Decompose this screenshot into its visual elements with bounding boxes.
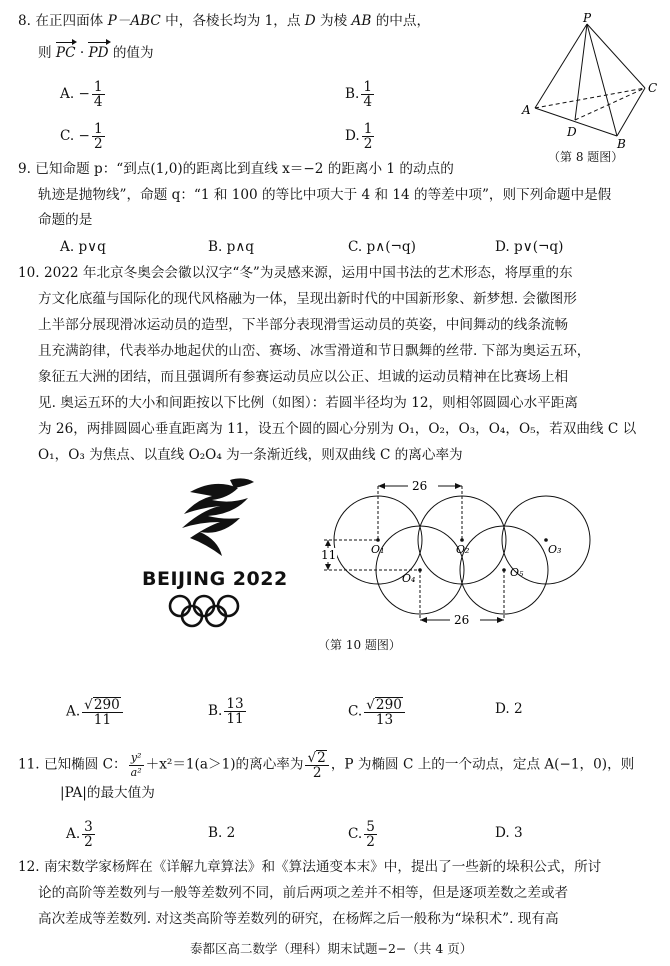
q8-option-d: D. $\frac{1}{2}$ <box>345 121 373 152</box>
q9-line2: 轨迹是抛物线”，命题 q：“1 和 100 的等比中项大于 4 和 14 的等差中项”，则下列命题中是假 <box>38 187 612 203</box>
q10-line6: 见. 奥运五环的大小和间距按以下比例（如图）：若圆半径均为 12，则相邻圆圆心水平距离 <box>38 395 579 411</box>
q10-line5: 象征五大洲的团结，而且强调所有参赛运动员应以公正、坦诚的运动员精神在比赛场上相 <box>38 369 569 385</box>
q10-line2: 方文化底蕴与国际化的现代风格融为一体，呈现出新时代的中国新形象、新梦想. 会徽图形 <box>38 291 577 307</box>
label-b: B <box>617 137 626 151</box>
tetrahedron-figure <box>515 8 665 158</box>
q12-line1: 12. 南宋数学家杨辉在《详解九章算法》和《算法通变本末》中，提出了一些新的垛积公式，所讨 <box>18 859 602 875</box>
q8-option-a: A. − $\frac{1}{4}$ <box>60 79 103 110</box>
q8-option-c: C. − $\frac{1}{2}$ <box>60 121 103 152</box>
q9-option-d: D. p∨(¬q) <box>495 239 564 255</box>
q11-line1: 11. 已知椭圆 C： $\frac{\text{y²}}{\text{a²}}$ ＋x²＝1(a＞1)的离心率为 $\frac{√2}{2}$ ，P 为椭圆 C 上的一个动点，定点 A(−1，0)，则 <box>18 750 635 781</box>
q11-option-a: A. $\frac{3}{2}$ <box>66 819 93 850</box>
q9-line3: 命题的是 <box>38 212 93 228</box>
label-o2: O₂ <box>456 543 470 556</box>
ring-geometry-diagram <box>316 470 616 635</box>
q9-option-c: C. p∧(¬q) <box>348 239 416 255</box>
label-a: A <box>522 103 531 117</box>
label-o5: O₅ <box>510 566 524 579</box>
label-o4: O₄ <box>402 572 416 585</box>
edge-ac <box>535 88 645 108</box>
label-o1: O₁ <box>371 543 385 556</box>
edge-dc <box>575 88 645 120</box>
dim-left-label: 11 <box>321 548 337 562</box>
dim-top-label: 26 <box>412 479 428 493</box>
vector-pc: PC <box>55 45 76 61</box>
q8-line1: 8. 在正四面体 P－ABC 中，各棱长均为 1，点 D 为棱 AB 的中点， <box>18 13 431 29</box>
q11-option-d: D. 3 <box>495 825 523 841</box>
q9-option-a: A. p∨q <box>60 239 106 255</box>
q9-line1: 9. 已知命题 p：“到点(1,0)的距离比到直线 x＝−2 的距离小 1 的动点的 <box>18 161 454 177</box>
q11-option-b: B. 2 <box>208 825 236 841</box>
edge-pa <box>535 24 587 108</box>
q10-line7: 为 26，两排圆圆心垂直距离为 11，设五个圆的圆心分别为 O₁，O₂，O₃，O₄，O₅，若双曲线 C 以 <box>38 421 637 437</box>
q10-option-c: C. $\frac{√290}{13}$ <box>348 697 407 727</box>
q10-line1: 10. 2022 年北京冬奥会会徽以汉字“冬”为灵感来源，运用中国书法的艺术形态，将厚重的东 <box>18 265 573 281</box>
beijing-2022-emblem <box>160 470 290 570</box>
q8-option-b: B. $\frac{1}{4}$ <box>345 79 372 110</box>
edge-pd <box>575 24 587 120</box>
olympic-rings <box>164 592 264 632</box>
q10-option-b: B. $\frac{13}{11}$ <box>208 696 244 727</box>
dim-bottom-label: 26 <box>454 613 470 627</box>
label-c: C <box>648 81 658 95</box>
q10-line4: 且充满韵律，代表举办地起伏的山峦、赛场、冰雪滑道和节日飘舞的丝带. 下部为奥运五环， <box>38 343 591 359</box>
q10-figure-caption: （第 10 题图） <box>318 638 401 652</box>
q9-option-b: B. p∧q <box>208 239 254 255</box>
q10-line8: O₁，O₃ 为焦点、以直线 O₂O₄ 为一条渐近线，则双曲线 C 的离心率为 <box>38 447 463 463</box>
q12-line3: 高次差成等差数列. 对这类高阶等差数列的研究，在杨辉之后一般称为“垛积术”. 现有高 <box>38 911 559 927</box>
q8-line2: 则 PC · PD 的值为 <box>38 45 154 61</box>
label-d: D <box>567 125 577 139</box>
q11-line2: |PA|的最大值为 <box>60 785 155 801</box>
q11-option-c: C. $\frac{5}{2}$ <box>348 819 375 850</box>
page-footer: 泰都区高二数学（理科）期末试题−2−（共 4 页） <box>190 941 473 956</box>
q10-option-d: D. 2 <box>495 701 523 717</box>
emblem-text: BEIJING 2022 <box>142 568 288 590</box>
q10-line3: 上半部分展现滑冰运动员的造型，下半部分表现滑雪运动员的英姿，中间舞动的线条流畅 <box>38 317 569 333</box>
q10-option-a: A. $\frac{√290}{11}$ <box>66 697 125 727</box>
edge-bc <box>617 88 645 136</box>
label-p: P <box>583 11 592 25</box>
label-o3: O₃ <box>548 543 562 556</box>
q12-line2: 论的高阶等差数列与一般等差数列不同，前后两项之差并不相等，但是逐项差数之差或者 <box>38 885 569 901</box>
vector-pd: PD <box>88 45 109 61</box>
q8-figure-caption: （第 8 题图） <box>548 150 624 164</box>
